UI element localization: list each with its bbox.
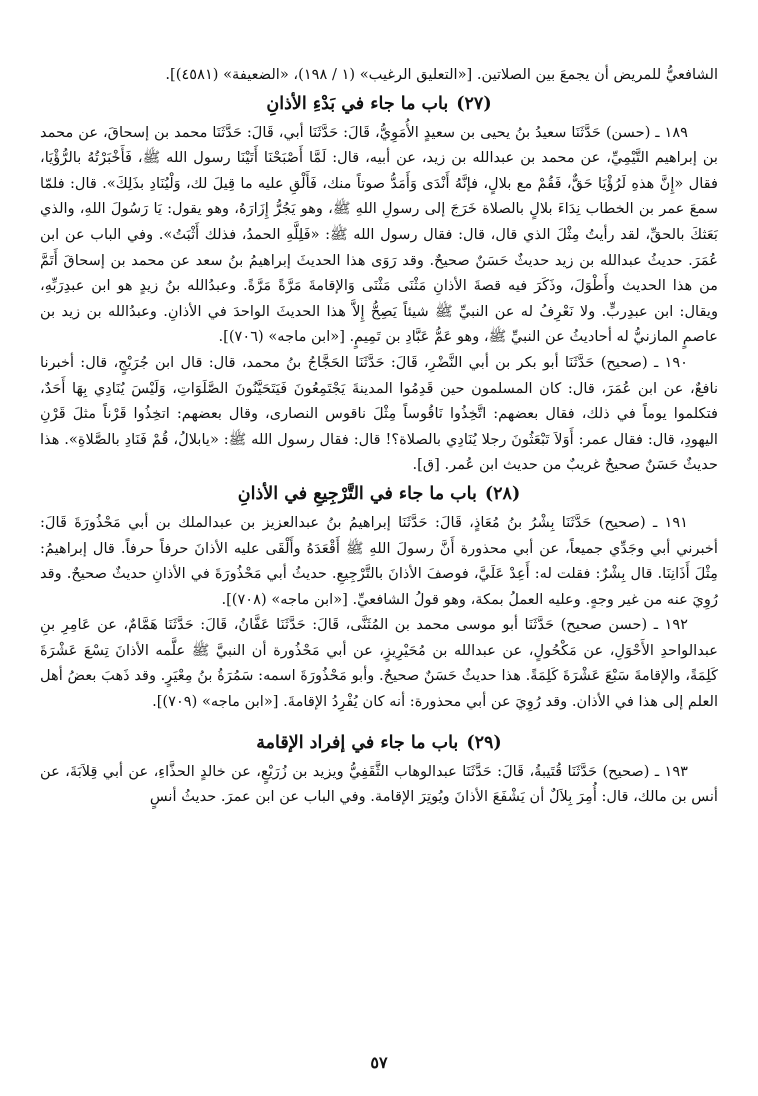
chapter-title: باب ما جاء في التَّرْجِيعِ في الأذانِ <box>237 483 477 504</box>
hadith-192: ١٩٢ ـ (حسن صحيح) حَدَّثَنَا أبو موسى محمد بن المُثَنَّى، قَالَ: حَدَّثَنَا عَفَّانُ، قَالَ: حَدَّثَنَا هَمَّامٌ، عن عَامِرِ بنِ عبدالواحدِ الأَحْوَلِ، عن مَكْحُولٍ، عن عبدالله بن مُحَيْرِيزٍ، عن أبي مَحْذُورة أن النبيَّ ﷺ علَّمه الأذانَ تِسْعَ عَشْرَةَ كَلِمَةً، والإقامةَ سَبْعَ عَشْرَةَ كَلِمَةً. هذا حديثٌ حَسَنٌ صحيحٌ. وأبو مَحْذُورَةَ اسمه: سَمُرَةُ بنُ مِعْيَرٍ. وقد ذَهبَ بعضُ أهل العلم إلى هذا في الأذان. وقد رُوِيَ عن أبي محذورة: أنه كان يُفْرِدُ الإقامةَ. [«ابن ماجه» (٧٠٩)]. <box>40 616 718 711</box>
chapter-number: (٢٧) <box>456 93 492 114</box>
chapter-title: باب ما جاء في بَدْءِ الأذانِ <box>266 93 449 114</box>
page-body <box>40 62 718 810</box>
chapter-title: باب ما جاء في إفراد الإقامة <box>256 732 459 753</box>
hadith-190: ١٩٠ ـ (صحيح) حَدَّثَنَا أبو بكر بن أبي النَّضْرِ، قَالَ: حَدَّثَنَا الحَجَّاجُ بنُ محمد، قال: قال ابن جُرَيْجٍ، قال: أخبرنا نافعٌ، عن ابن عُمَرَ، قال: كان المسلمون حين قَدِمُوا المدينةَ يَجْتَمِعُونَ فَيَتَحَيَّنُونَ الصَّلَوَاتِ، وَلَيْسَ يُنَادِي بِهَا أَحَدٌ، فتكلموا يوماً في ذلك، فقال بعضهم: اتَّخِذُوا نَاقُوساً مِثْلَ ناقوس النصارى، وقال بعضهم: اتخِذُوا قَرْناً مثلَ قَرْنِ اليهودِ، قال: فقال عمر: أَوَلاَ تَبْعَثُونَ رجلا يُنَادِي بالصلاة؟! قال: فقال رسول الله ﷺ: «يابلالُ، قُمْ فَنَادِ بالصَّلاةِ». هذا حديثٌ حَسَنٌ صحيحٌ غريبٌ من حديث ابن عُمر. [ق]. <box>40 353 718 474</box>
section-gap <box>40 715 718 727</box>
hadith-191: ١٩١ ـ (صحيح) حَدَّثَنَا بِشْرُ بنُ مُعَاذٍ، قَالَ: حَدَّثَنَا إبراهيمُ بنُ عبدالعزيز بن عبدالملك بن أبي مَحْذُورَةَ قَالَ: أخبرني أبي وجَدِّي جميعاً، عن أبي محذورة أَنَّ رسولَ اللهِ ﷺ أَقْعَدَهُ وأَلْقَى عليه الأذانَ حرفاً حرفاً. قال إبراهيمُ: مِثْلَ أَذَانِنَا. قال بِشْرٌ: فقلت له: أَعِدْ عَلَيَّ، فوصفَ الأذانَ بالتَّرْجِيعِ. حديثُ أبي مَحْذُورَةَ في الأذانِ حديثٌ صحيحٌ. وقد رُوِيَ عنه من غير وجهٍ. وعليه العملُ بمكة، وهو قولُ الشافعيِّ. [«ابن ماجه» (٧٠٨)]. <box>40 513 718 608</box>
chapter-heading-28 <box>40 480 718 508</box>
hadith-193: ١٩٣ ـ (صحيح) حَدَّثَنَا قُتَيبةُ، قَالَ: حَدَّثَنَا عبدالوهاب الثَّقَفِيُّ ويزيد بن زُرَيْعٍ، عن خالدٍ الحذَّاءِ، عن أبي قِلاَبَةَ، عن أنس بن مالك، قال: أُمِرَ بِلاَلٌ أن يَشْفَعَ الأذانَ ويُوتِرَ الإقامة. وفي الباب عن ابن عمرَ. حديثُ أنسٍ <box>40 762 718 806</box>
page-number: ٥٧ <box>370 1053 388 1072</box>
chapter-heading-29 <box>40 729 718 757</box>
hadith-189: ١٨٩ ـ (حسن) حَدَّثَنَا سعيدُ بنُ يحيى بن سعيدٍ الأُمَوِيُّ، قَالَ: حَدَّثَنَا أبي، قَالَ: حَدَّثَنَا محمد بن إسحاقَ، عن محمد بن إبراهيم التَّيْمِيِّ، عن محمد بن عبدالله بن زيد، عن أبيه، قال: لَمَّا أَصْبَحْنَا أَتَيْنَا رسول الله ﷺ، فَأَخْبَرْتُهُ بالرُّؤْيَا، فقال «إِنَّ هذهِ لَرُؤْيَا حَقٌّ، فَقُمْ مع بلالٍ، فإنَّهُ أَنْدَى وَأَمَدُّ صوتاً منك، فَأَلْقِ عليه ما قِيلَ لك، وَلْيُنَادِ بذَلِكَ». قال: فلمّا سمعَ عمر بن الخطاب نِدَاءَ بلالٍ بالصلاة خَرَجَ إلى رسولِ اللهِ ﷺ، وهو يَجُرُّ إِزَارَهُ، وهو يقول: يَا رَسُولَ اللهِ، والذي بَعَثكَ بالحقِّ، لقد رأيتُ مِثْلَ الذي قال، قال: فقال رسول الله ﷺ: «فَلِلَّهِ الحمدُ، فذلك أَثْبَتُ». وفي الباب عن ابن عُمَرَ. حديثُ عبدالله بن زيد حديثٌ حَسَنٌ صحيحٌ. وقد رَوَى هذا الحديثَ إبراهيمُ بنُ سعد عن محمد بن إسحاقَ أَتَمَّ من هذا الحديث وأَطْوَلَ، وذَكَرَ فيه قصةَ الأذانِ مَثْنَى مَثْنَى وَالإقامةَ مَرَّةً مَرَّةً. وعبدُالله بنُ زيدٍ هو ابن عبدِرَبِّهِ، ويقال: ابن عبدِربٍّ. ولا نَعْرِفُ له عن النبيِّ ﷺ شيئاً يَصِحُّ إِلاَّ هذا الحديثَ الواحدَ في الأذانِ. وعبدُالله بن زيد بن عاصمٍ المازنيُّ له أحاديثُ عن النبيِّ ﷺ، وهو عَمُّ عَبَّادِ بن تَمِيمٍ. [«ابن ماجه» (٧٠٦)]. <box>40 123 718 346</box>
chapter-number: (٢٨) <box>484 483 521 504</box>
intro-paragraph: الشافعيُّ للمريض أن يجمعَ بين الصلاتين. [«التعليق الرغيب» (١ / ١٩٨)، «الضعيفة» (٤٥٨١)]. <box>165 66 718 83</box>
chapter-heading-27 <box>40 90 718 118</box>
chapter-number: (٢٩) <box>466 732 502 753</box>
